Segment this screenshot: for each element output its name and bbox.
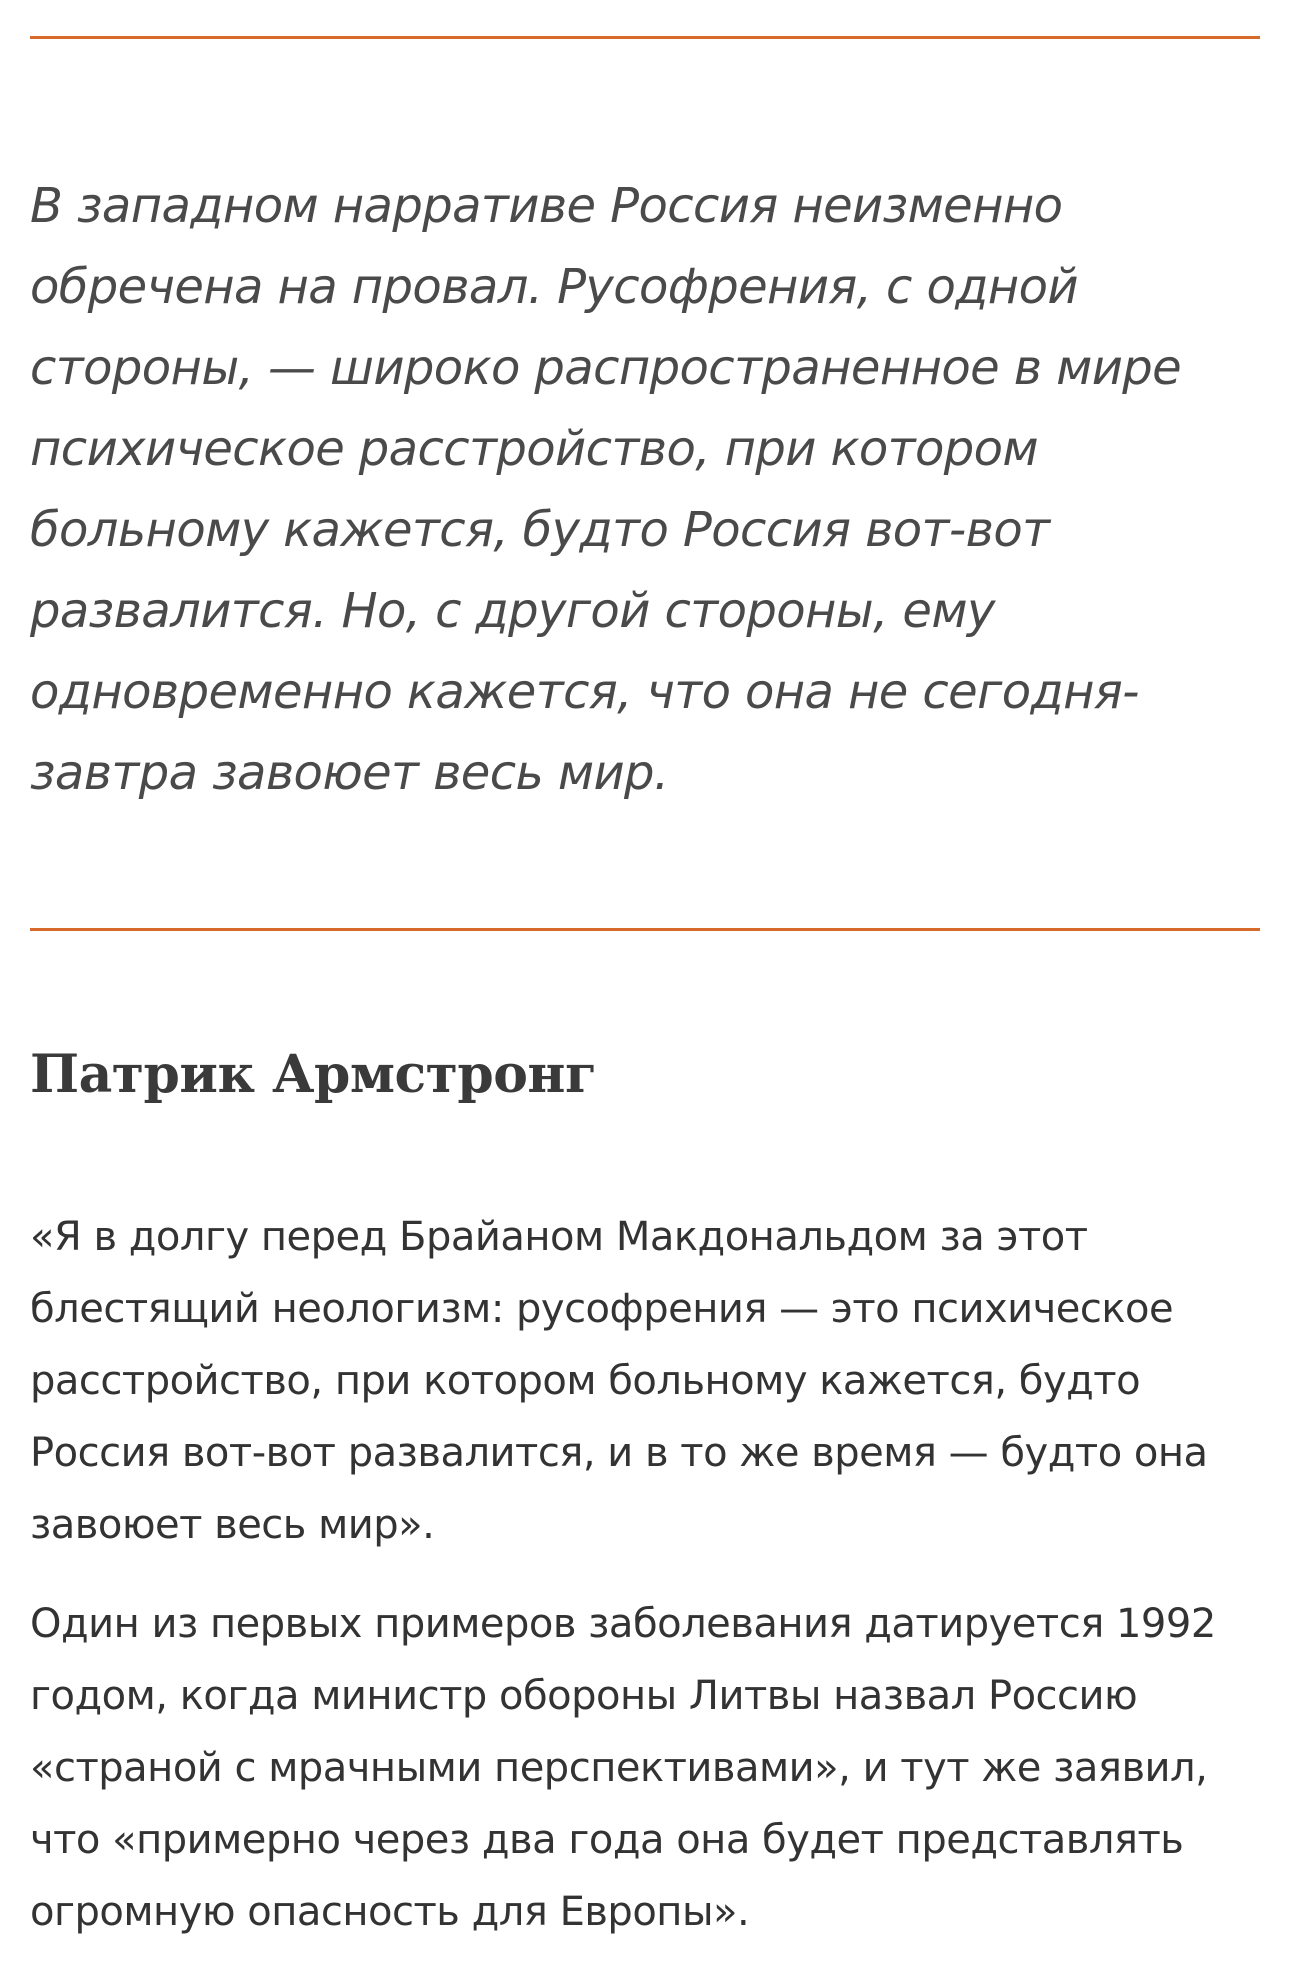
article-paragraph-1: «Я в долгу перед Брайаном Макдональдом за этот блестящий неологизм: русофрения — это психическое расстройство, при котором больному кажется, будто Россия вот-вот развалится, и в то же время — будто она завоюет весь мир». — [30, 1214, 1208, 1548]
article-paragraph-2: Один из первых примеров заболевания датируется 1992 годом, когда министр обороны Литвы назвал Россию «страной с мрачными перспективами», и тут же заявил, что «примерно через два года она будет представлять огромную опасность для Европы». — [30, 1601, 1216, 1935]
section-divider — [30, 928, 1260, 931]
article-lead-quote: В западном нарративе Россия неизменно обречена на провал. Русофрения, с одной стороны, — широко распространенное в мире психическое расстройство, при котором больному кажется, будто Россия вот-вот развалится. Но, с другой стороны, ему одновременно кажется, что она не сегодня-завтра завоюет весь мир. — [30, 178, 1182, 801]
top-divider — [30, 36, 1260, 39]
author-name: Патрик Армстронг — [30, 1044, 597, 1105]
